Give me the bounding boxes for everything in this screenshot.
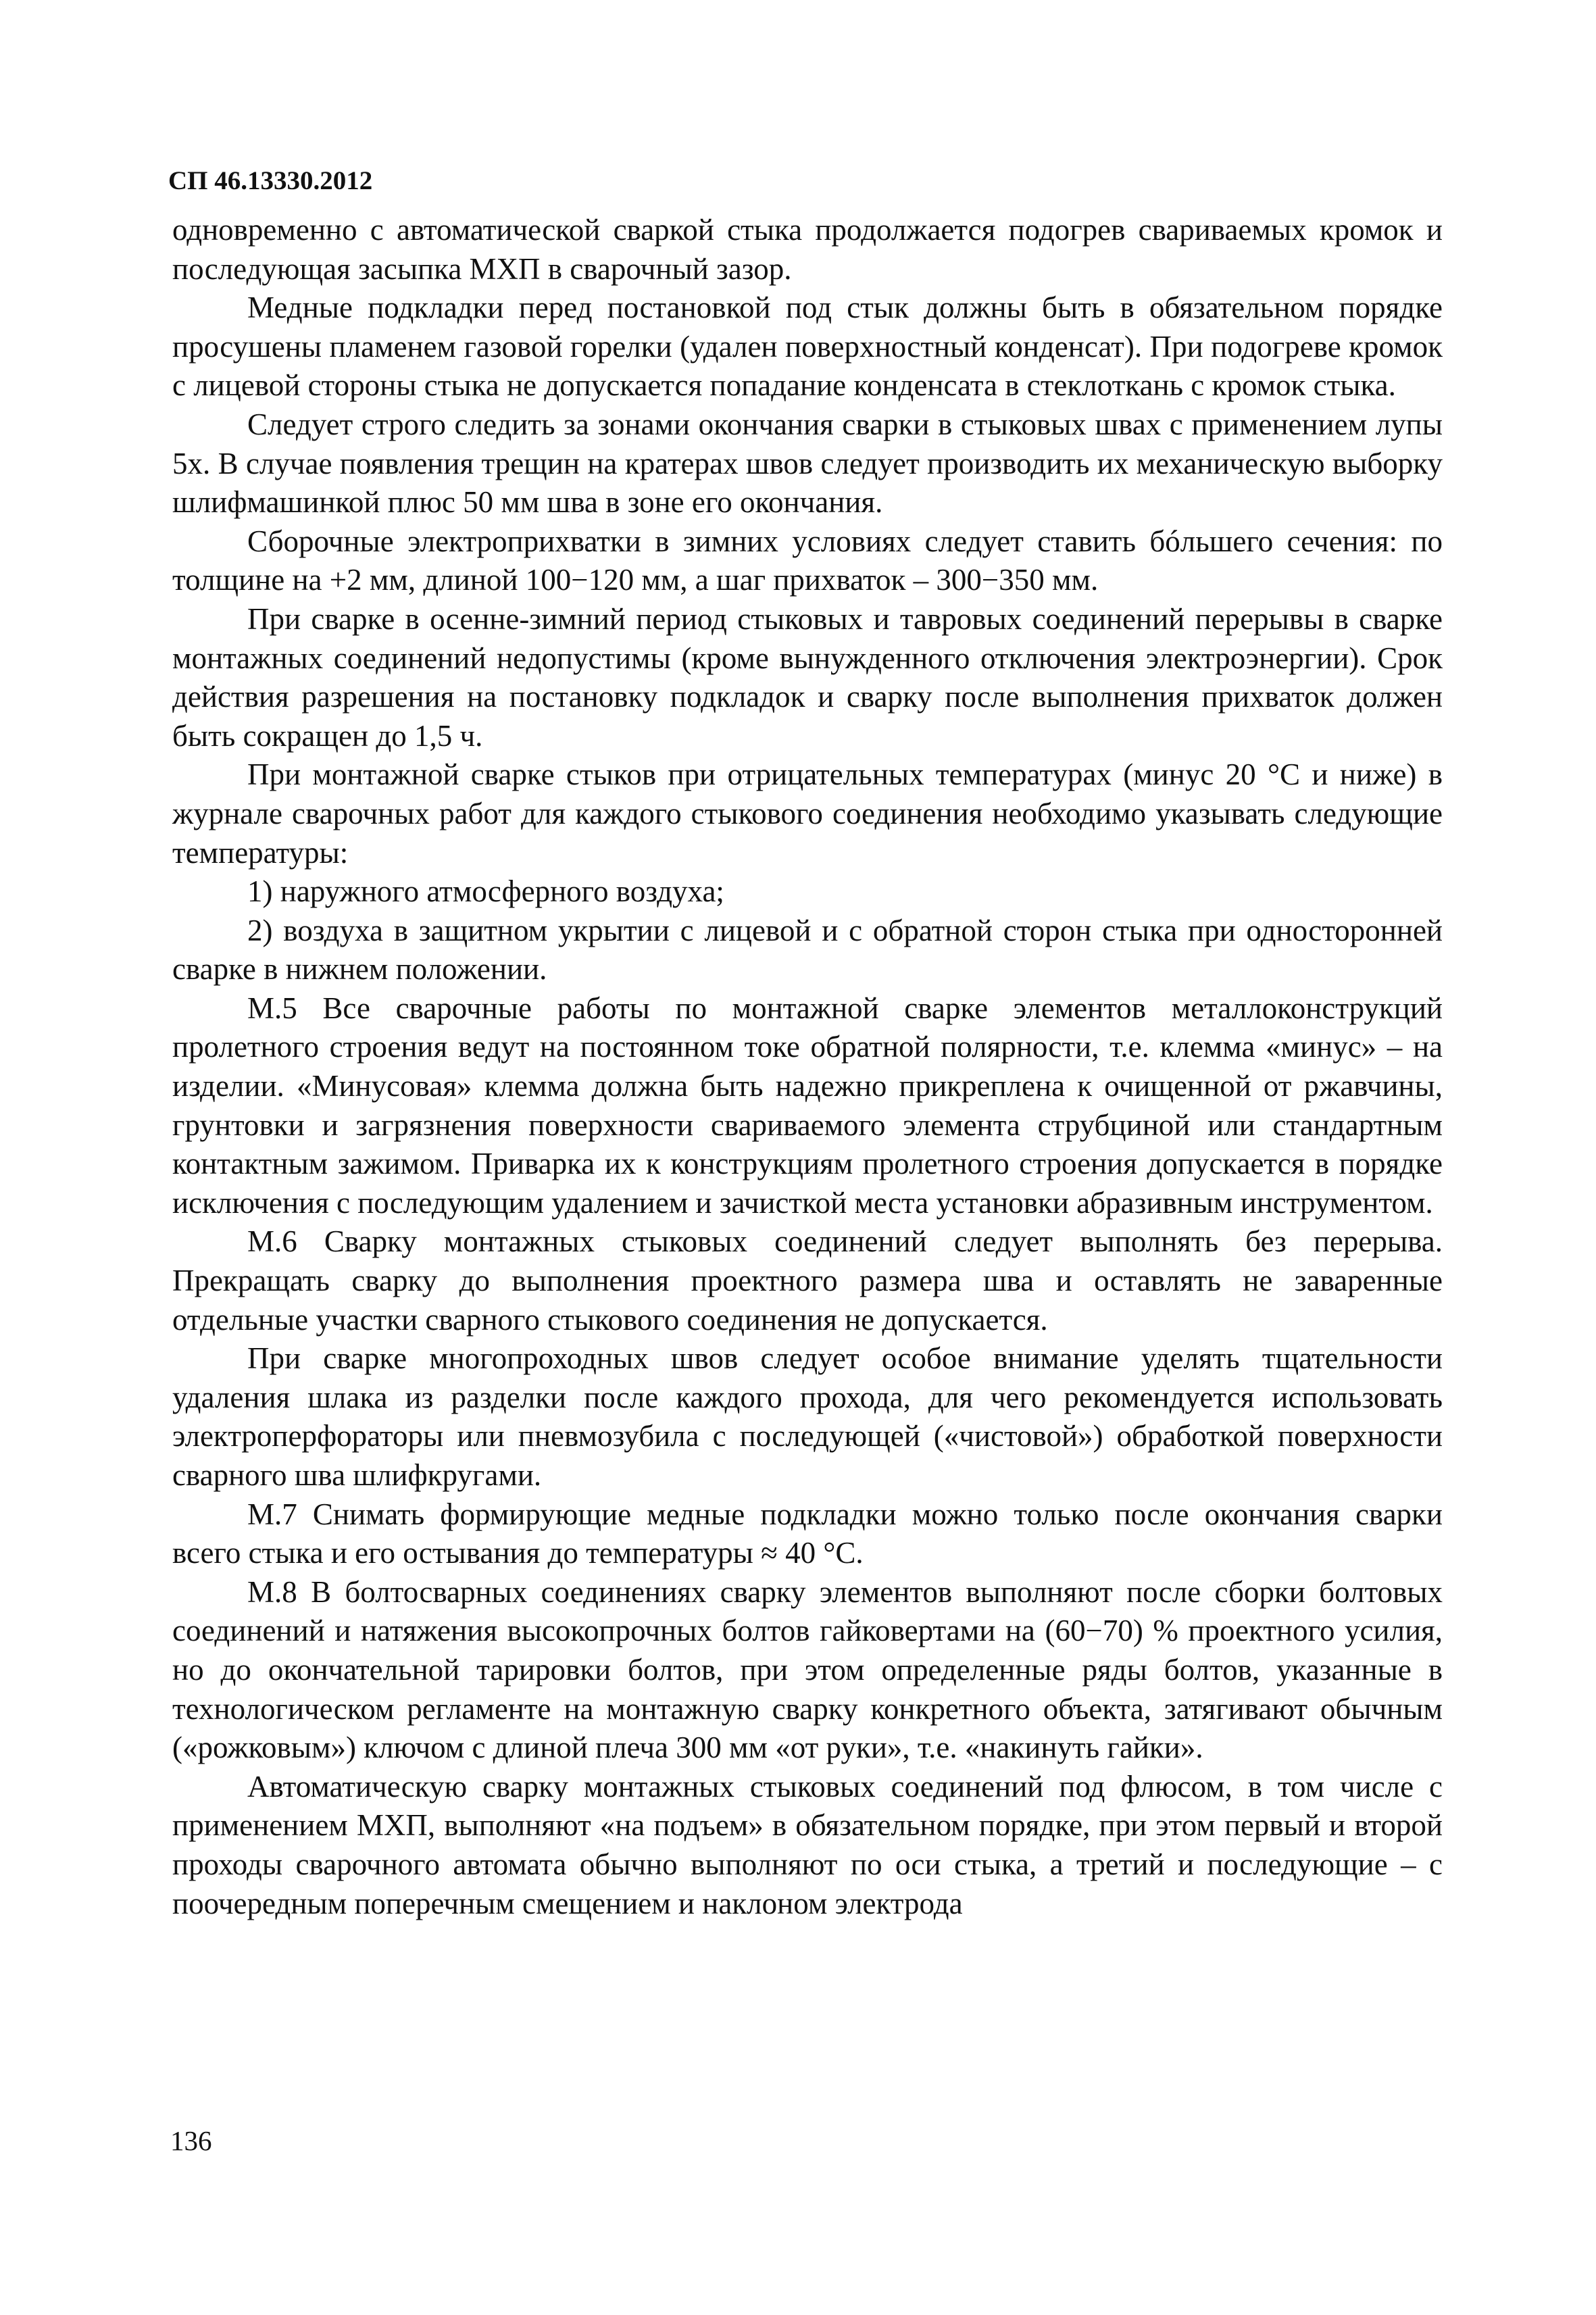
page-number: 136: [170, 2125, 212, 2156]
paragraph: Сборочные электроприхватки в зимних условиях следует ставить бóльшего сечения: по толщине на +2 мм, длиной 100−120 мм, а шаг прихваток – 300−350 мм.: [172, 524, 1443, 597]
section-paragraph-m7: М.7 Снимать формирующие медные подкладки можно только после окончания сварки всего стыка и его остывания до температуры ≈ 40 °С.: [172, 1497, 1443, 1570]
paragraph: Автоматическую сварку монтажных стыковых соединений под флюсом, в том числе с применением МХП, выполняют «на подъем» в обязательном порядке, при этом первый и второй проходы сварочного автомата обычно выполняют по оси стыка, а третий и последующие – с поочередным поперечным смещением и наклоном электрода: [172, 1769, 1443, 1920]
paragraph-continuation: одновременно с автоматической сваркой стыка продолжается подогрев свариваемых кромок и последующая засыпка МХП в сварочный зазор.: [172, 213, 1443, 286]
list-item: 2) воздуха в защитном укрытии с лицевой и с обратной сторон стыка при односторонней сварке в нижнем положении.: [172, 913, 1443, 987]
section-paragraph-m8: М.8 В болтосварных соединениях сварку элементов выполняют после сборки болтовых соединений и натяжения высокопрочных болтов гайковертами на (60−70) % проектного усилия, но до окончательной тарировки болтов, при этом определенные ряды болтов, указанные в технологическом регламенте на монтажную сварку конкретного объекта, затягивают обычным («рожковым») ключом с длиной плеча 300 мм «от руки», т.е. «накинуть гайки».: [172, 1574, 1443, 1765]
section-paragraph-m5: М.5 Все сварочные работы по монтажной сварке элементов металлоконструкций пролетного строения ведут на постоянном токе обратной полярности, т.е. клемма «минус» – на изделии. «Минусовая» клемма должна быть надежно прикреплена к очищенной от ржавчины, грунтовки и загрязнения поверхности свариваемого элемента струбциной или стандартным контактным зажимом. Приварка их к конструкциям пролетного строения допускается в порядке исключения с последующим удалением и зачисткой места установки абразивным инструментом.: [172, 991, 1443, 1220]
paragraph: Следует строго следить за зонами окончания сварки в стыковых швах с применением лупы 5х. В случае появления трещин на кратерах швов следует производить их механическую выборку шлифмашинкой плюс 50 мм шва в зоне его окончания.: [172, 407, 1443, 520]
document-header: СП 46.13330.2012: [168, 166, 373, 195]
paragraph: При сварке многопроходных швов следует особое внимание уделять тщательности удаления шлака из разделки после каждого прохода, для чего рекомендуется использовать электроперфораторы или пневмозубила с последующей («чистовой») обработкой поверхности сварного шва шлифкругами.: [172, 1341, 1443, 1492]
paragraph: При сварке в осенне-зимний период стыковых и тавровых соединений перерывы в сварке монтажных соединений недопустимы (кроме вынужденного отключения электроэнергии). Срок действия разрешения на постановку подкладок и сварку после выполнения прихваток должен быть сокращен до 1,5 ч.: [172, 601, 1443, 753]
document-body: [172, 211, 1443, 1923]
paragraph: При монтажной сварке стыков при отрицательных температурах (минус 20 °С и ниже) в журнале сварочных работ для каждого стыкового соединения необходимо указывать следующие температуры:: [172, 757, 1443, 870]
section-paragraph-m6: М.6 Сварку монтажных стыковых соединений следует выполнять без перерыва. Прекращать сварку до выполнения проектного размера шва и оставлять не заваренные отдельные участки сварного стыкового соединения не допускается.: [172, 1224, 1443, 1337]
paragraph: Медные подкладки перед постановкой под стык должны быть в обязательном порядке просушены пламенем газовой горелки (удален поверхностный конденсат). При подогреве кромок с лицевой стороны стыка не допускается попадание конденсата в стеклоткань с кромок стыка.: [172, 291, 1443, 403]
list-item: 1) наружного атмосферного воздуха;: [247, 874, 724, 909]
